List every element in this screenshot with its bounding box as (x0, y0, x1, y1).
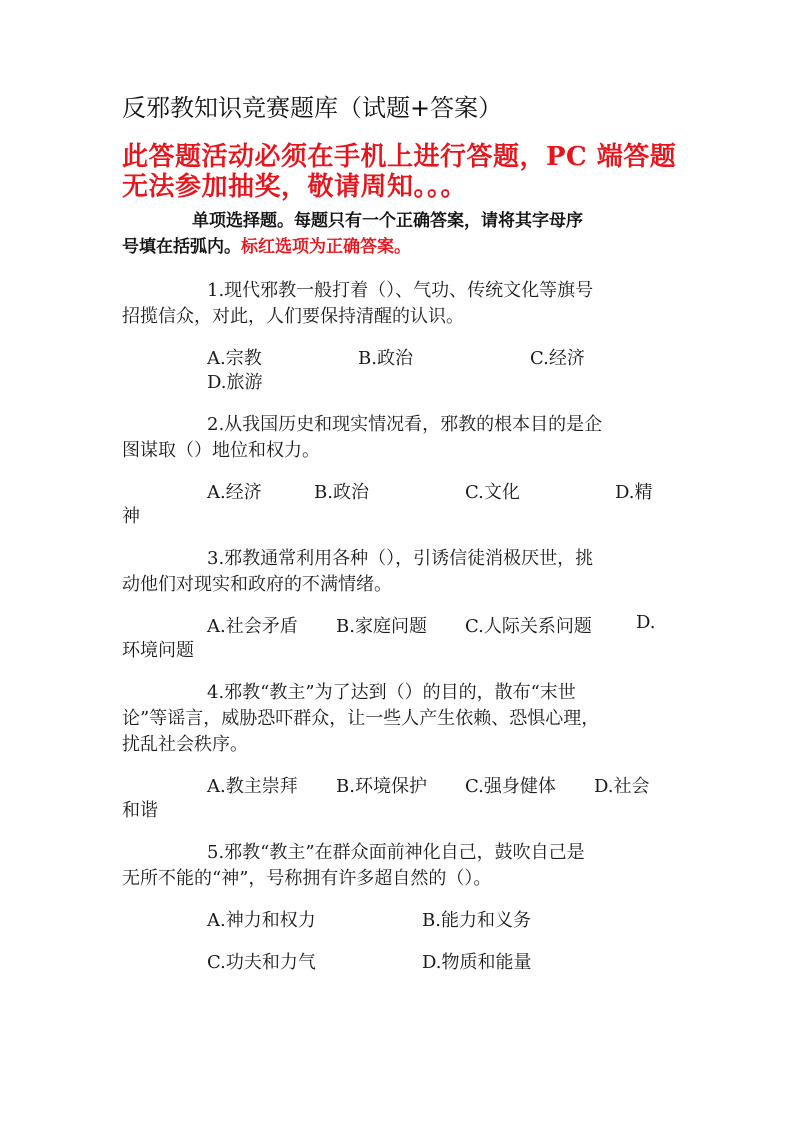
question-2-option-a: A.经济 (207, 482, 262, 503)
question-4-option-b: B.环境保护 (336, 776, 427, 797)
question-3-stem-line-2: 动他们对现实和政府的不满情绪。 (122, 574, 392, 595)
instructions-text: 号填在括弧内。 (122, 237, 241, 257)
question-5-stem-line-2: 无所不能的“神”，号称拥有许多超自然的（）。 (122, 868, 492, 889)
question-4-option-d: D.社会 (594, 776, 650, 797)
question-4-option-c: C.强身健体 (465, 776, 556, 797)
question-2-stem-line-2: 图谋取（）地位和权力。 (122, 440, 320, 461)
question-4-stem-line-3: 扰乱社会秩序。 (122, 734, 248, 755)
question-5-option-b: B.能力和义务 (422, 910, 531, 931)
question-3-option-a: A.社会矛盾 (207, 616, 298, 637)
question-2-stem-line-1: 2.从我国历史和现实情况看，邪教的根本目的是企 (207, 414, 603, 435)
question-1-stem-line-1: 1.现代邪教一般打着（）、气功、传统文化等旗号 (207, 280, 594, 301)
question-3-stem-line-1: 3.邪教通常利用各种（），引诱信徒消极厌世，挑 (207, 548, 594, 569)
question-1-option-d: D.旅游 (207, 372, 263, 393)
question-2-option-d-wrap: 神 (122, 506, 140, 527)
question-4-stem-line-2: 论”等谣言，威胁恐吓群众，让一些人产生依赖、恐惧心理， (122, 708, 600, 729)
question-4-option-d-wrap: 和谐 (122, 800, 158, 821)
question-1-option-b: B.政治 (358, 348, 413, 369)
question-2-option-b: B.政治 (314, 482, 369, 503)
notice-line-1: 此答题活动必须在手机上进行答题，PC 端答题 (122, 142, 677, 172)
question-3-option-d-wrap: 环境问题 (122, 640, 194, 661)
question-5-option-d: D.物质和能量 (422, 952, 532, 973)
question-4-option-a: A.教主崇拜 (207, 776, 298, 797)
page-title: 反邪教知识竞赛题库（试题+答案） (122, 94, 503, 122)
question-5-option-a: A.神力和权力 (207, 910, 316, 931)
question-1-option-a: A.宗教 (207, 348, 262, 369)
question-5-stem-line-1: 5.邪教“教主”在群众面前神化自己，鼓吹自己是 (207, 842, 585, 863)
instructions-line-2 (122, 232, 411, 257)
instructions-answer-note: 标红选项为正确答案。 (241, 237, 411, 257)
instructions-line-1: 单项选择题。每题只有一个正确答案，请将其字母序 (192, 211, 583, 231)
question-4-stem-line-1: 4.邪教“教主”为了达到（）的目的，散布“末世 (207, 682, 576, 703)
question-3-option-b: B.家庭问题 (336, 616, 427, 637)
notice-line-2: 无法参加抽奖，敬请周知。。。 (122, 172, 468, 202)
question-2-option-c: C.文化 (465, 482, 520, 503)
question-3-option-c: C.人际关系问题 (465, 616, 592, 637)
question-1-stem-line-2: 招揽信众，对此，人们要保持清醒的认识。 (122, 306, 464, 327)
question-1-option-c: C.经济 (530, 348, 585, 369)
question-5-option-c: C.功夫和力气 (207, 952, 316, 973)
question-3-option-d: D. (636, 612, 656, 633)
question-2-option-d: D.精 (615, 482, 653, 503)
